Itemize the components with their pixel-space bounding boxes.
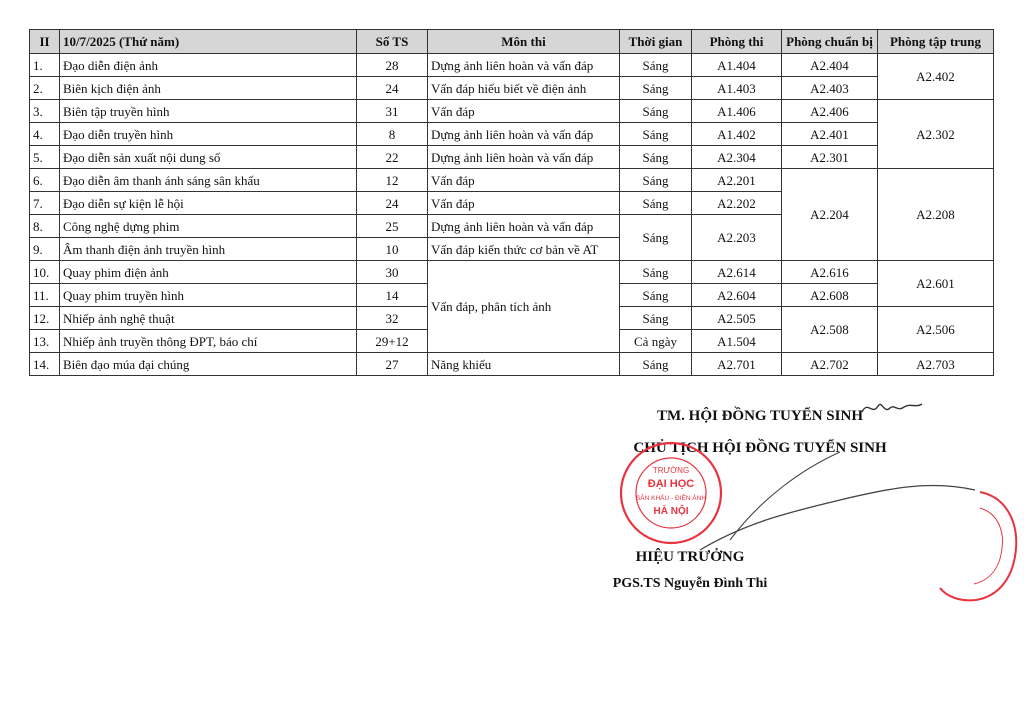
cell-phong-thi: A1.504 bbox=[692, 330, 782, 353]
stamp-line-4: HÀ NỘI bbox=[653, 506, 689, 517]
cell-thoi-gian: Sáng bbox=[620, 215, 692, 261]
cell-so-ts: 25 bbox=[357, 215, 428, 238]
cell-phong-chuan-bi: A2.204 bbox=[782, 169, 878, 261]
cell-stt: 7. bbox=[30, 192, 60, 215]
partial-seal-stamp bbox=[930, 488, 1020, 604]
signature-title: HIỆU TRƯỞNG bbox=[635, 549, 745, 565]
table-row bbox=[30, 123, 994, 146]
header-mon-thi: Môn thi bbox=[428, 30, 620, 54]
cell-nganh: Biên kịch điện ảnh bbox=[60, 77, 357, 100]
cell-mon-thi: Dựng ảnh liên hoàn và vấn đáp bbox=[428, 54, 620, 77]
header-phong-tap-trung: Phòng tập trung bbox=[878, 30, 994, 54]
cell-so-ts: 30 bbox=[357, 261, 428, 284]
cell-so-ts: 27 bbox=[357, 353, 428, 376]
cell-so-ts: 28 bbox=[357, 54, 428, 77]
cell-phong-thi: A2.505 bbox=[692, 307, 782, 330]
cell-so-ts: 8 bbox=[357, 123, 428, 146]
signature-line-1: TM. HỘI ĐỒNG TUYỂN SINH bbox=[656, 408, 863, 424]
cell-thoi-gian: Sáng bbox=[620, 307, 692, 330]
header-phong-chuan-bi: Phòng chuẩn bị bbox=[782, 30, 878, 54]
cell-thoi-gian: Sáng bbox=[620, 146, 692, 169]
table-header-row bbox=[30, 30, 994, 54]
table-row bbox=[30, 261, 994, 284]
cell-thoi-gian: Sáng bbox=[620, 123, 692, 146]
cell-phong-chuan-bi: A2.406 bbox=[782, 100, 878, 123]
cell-mon-thi: Dựng ảnh liên hoàn và vấn đáp bbox=[428, 146, 620, 169]
cell-stt: 14. bbox=[30, 353, 60, 376]
cell-nganh: Công nghệ dựng phim bbox=[60, 215, 357, 238]
cell-so-ts: 12 bbox=[357, 169, 428, 192]
cell-thoi-gian: Sáng bbox=[620, 284, 692, 307]
cell-phong-chuan-bi: A2.403 bbox=[782, 77, 878, 100]
cell-stt: 1. bbox=[30, 54, 60, 77]
cell-stt: 5. bbox=[30, 146, 60, 169]
header-stt: II bbox=[30, 30, 60, 54]
header-thoi-gian: Thời gian bbox=[620, 30, 692, 54]
cell-mon-thi: Vấn đáp bbox=[428, 192, 620, 215]
cell-thoi-gian: Sáng bbox=[620, 77, 692, 100]
cell-stt: 4. bbox=[30, 123, 60, 146]
cell-phong-tap-trung: A2.506 bbox=[878, 307, 994, 353]
cell-thoi-gian: Sáng bbox=[620, 100, 692, 123]
cell-phong-thi: A1.402 bbox=[692, 123, 782, 146]
cell-so-ts: 29+12 bbox=[357, 330, 428, 353]
cell-nganh: Biên tập truyền hình bbox=[60, 100, 357, 123]
signature-line-2: CHỦ TỊCH HỘI ĐỒNG TUYỂN SINH bbox=[633, 440, 887, 456]
cell-mon-thi: Vấn đáp hiểu biết về điện ảnh bbox=[428, 77, 620, 100]
cell-phong-thi: A2.202 bbox=[692, 192, 782, 215]
cell-so-ts: 24 bbox=[357, 192, 428, 215]
cell-nganh: Đạo diễn truyền hình bbox=[60, 123, 357, 146]
cell-stt: 12. bbox=[30, 307, 60, 330]
cell-stt: 11. bbox=[30, 284, 60, 307]
cell-nganh: Âm thanh điện ảnh truyền hình bbox=[60, 238, 357, 261]
cell-phong-thi: A2.201 bbox=[692, 169, 782, 192]
cell-mon-thi: Vấn đáp bbox=[428, 100, 620, 123]
cell-nganh: Đạo diễn điện ảnh bbox=[60, 54, 357, 77]
cell-nganh: Biên đạo múa đại chúng bbox=[60, 353, 357, 376]
cell-thoi-gian: Sáng bbox=[620, 192, 692, 215]
cell-phong-chuan-bi: A2.301 bbox=[782, 146, 878, 169]
cell-phong-thi: A2.701 bbox=[692, 353, 782, 376]
exam-schedule-table bbox=[29, 29, 994, 376]
cell-nganh: Nhiếp ảnh truyền thông ĐPT, báo chí bbox=[60, 330, 357, 353]
cell-so-ts: 32 bbox=[357, 307, 428, 330]
cell-phong-chuan-bi: A2.702 bbox=[782, 353, 878, 376]
cell-stt: 9. bbox=[30, 238, 60, 261]
cell-mon-thi: Vấn đáp bbox=[428, 169, 620, 192]
cell-phong-tap-trung: A2.703 bbox=[878, 353, 994, 376]
signer-name: PGS.TS Nguyễn Đình Thi bbox=[612, 576, 768, 591]
handwritten-signature-mark bbox=[860, 398, 924, 420]
cell-stt: 6. bbox=[30, 169, 60, 192]
header-so-ts: Số TS bbox=[357, 30, 428, 54]
cell-phong-chuan-bi: A2.608 bbox=[782, 284, 878, 307]
cell-mon-thi: Dựng ảnh liên hoàn và vấn đáp bbox=[428, 215, 620, 238]
cell-mon-thi: Dựng ảnh liên hoàn và vấn đáp bbox=[428, 123, 620, 146]
stamp-line-3: SÂN KHẤU - ĐIỆN ẢNH bbox=[635, 495, 707, 502]
cell-so-ts: 10 bbox=[357, 238, 428, 261]
table-row bbox=[30, 77, 994, 100]
cell-stt: 10. bbox=[30, 261, 60, 284]
cell-phong-chuan-bi: A2.404 bbox=[782, 54, 878, 77]
stamp-line-1: TRƯỜNG bbox=[652, 466, 690, 475]
cell-phong-thi: A2.304 bbox=[692, 146, 782, 169]
cell-so-ts: 24 bbox=[357, 77, 428, 100]
cell-phong-thi: A1.404 bbox=[692, 54, 782, 77]
cell-thoi-gian: Sáng bbox=[620, 261, 692, 284]
cell-nganh: Đạo diễn sản xuất nội dung số bbox=[60, 146, 357, 169]
cell-phong-tap-trung: A2.601 bbox=[878, 261, 994, 307]
table-row bbox=[30, 54, 994, 77]
cell-phong-chuan-bi: A2.401 bbox=[782, 123, 878, 146]
cell-stt: 13. bbox=[30, 330, 60, 353]
cell-phong-thi: A2.604 bbox=[692, 284, 782, 307]
table-row bbox=[30, 100, 994, 123]
cell-nganh: Nhiếp ảnh nghệ thuật bbox=[60, 307, 357, 330]
cell-so-ts: 31 bbox=[357, 100, 428, 123]
cell-mon-thi: Năng khiếu bbox=[428, 353, 620, 376]
cell-phong-thi: A1.406 bbox=[692, 100, 782, 123]
cell-phong-thi: A2.614 bbox=[692, 261, 782, 284]
cell-phong-thi: A2.203 bbox=[692, 215, 782, 261]
cell-nganh: Đạo diễn âm thanh ánh sáng sân khấu bbox=[60, 169, 357, 192]
cell-nganh: Đạo diễn sự kiện lễ hội bbox=[60, 192, 357, 215]
cell-so-ts: 14 bbox=[357, 284, 428, 307]
table-row bbox=[30, 146, 994, 169]
cell-phong-tap-trung: A2.402 bbox=[878, 54, 994, 100]
cell-phong-chuan-bi: A2.508 bbox=[782, 307, 878, 353]
cell-thoi-gian: Cả ngày bbox=[620, 330, 692, 353]
cell-phong-tap-trung: A2.208 bbox=[878, 169, 994, 261]
cell-mon-thi: Vấn đáp, phân tích ảnh bbox=[428, 261, 620, 353]
table-row bbox=[30, 353, 994, 376]
cell-so-ts: 22 bbox=[357, 146, 428, 169]
cell-stt: 8. bbox=[30, 215, 60, 238]
cell-stt: 3. bbox=[30, 100, 60, 123]
cell-thoi-gian: Sáng bbox=[620, 169, 692, 192]
header-phong-thi: Phòng thi bbox=[692, 30, 782, 54]
cell-nganh: Quay phim truyền hình bbox=[60, 284, 357, 307]
cell-thoi-gian: Sáng bbox=[620, 353, 692, 376]
cell-phong-thi: A1.403 bbox=[692, 77, 782, 100]
cell-phong-tap-trung: A2.302 bbox=[878, 100, 994, 169]
cell-thoi-gian: Sáng bbox=[620, 54, 692, 77]
cell-stt: 2. bbox=[30, 77, 60, 100]
cell-mon-thi: Vấn đáp kiến thức cơ bản về AT bbox=[428, 238, 620, 261]
stamp-line-2: ĐẠI HỌC bbox=[647, 478, 695, 490]
header-date: 10/7/2025 (Thứ năm) bbox=[60, 30, 357, 54]
table-row bbox=[30, 169, 994, 192]
cell-nganh: Quay phim điện ảnh bbox=[60, 261, 357, 284]
cell-phong-chuan-bi: A2.616 bbox=[782, 261, 878, 284]
